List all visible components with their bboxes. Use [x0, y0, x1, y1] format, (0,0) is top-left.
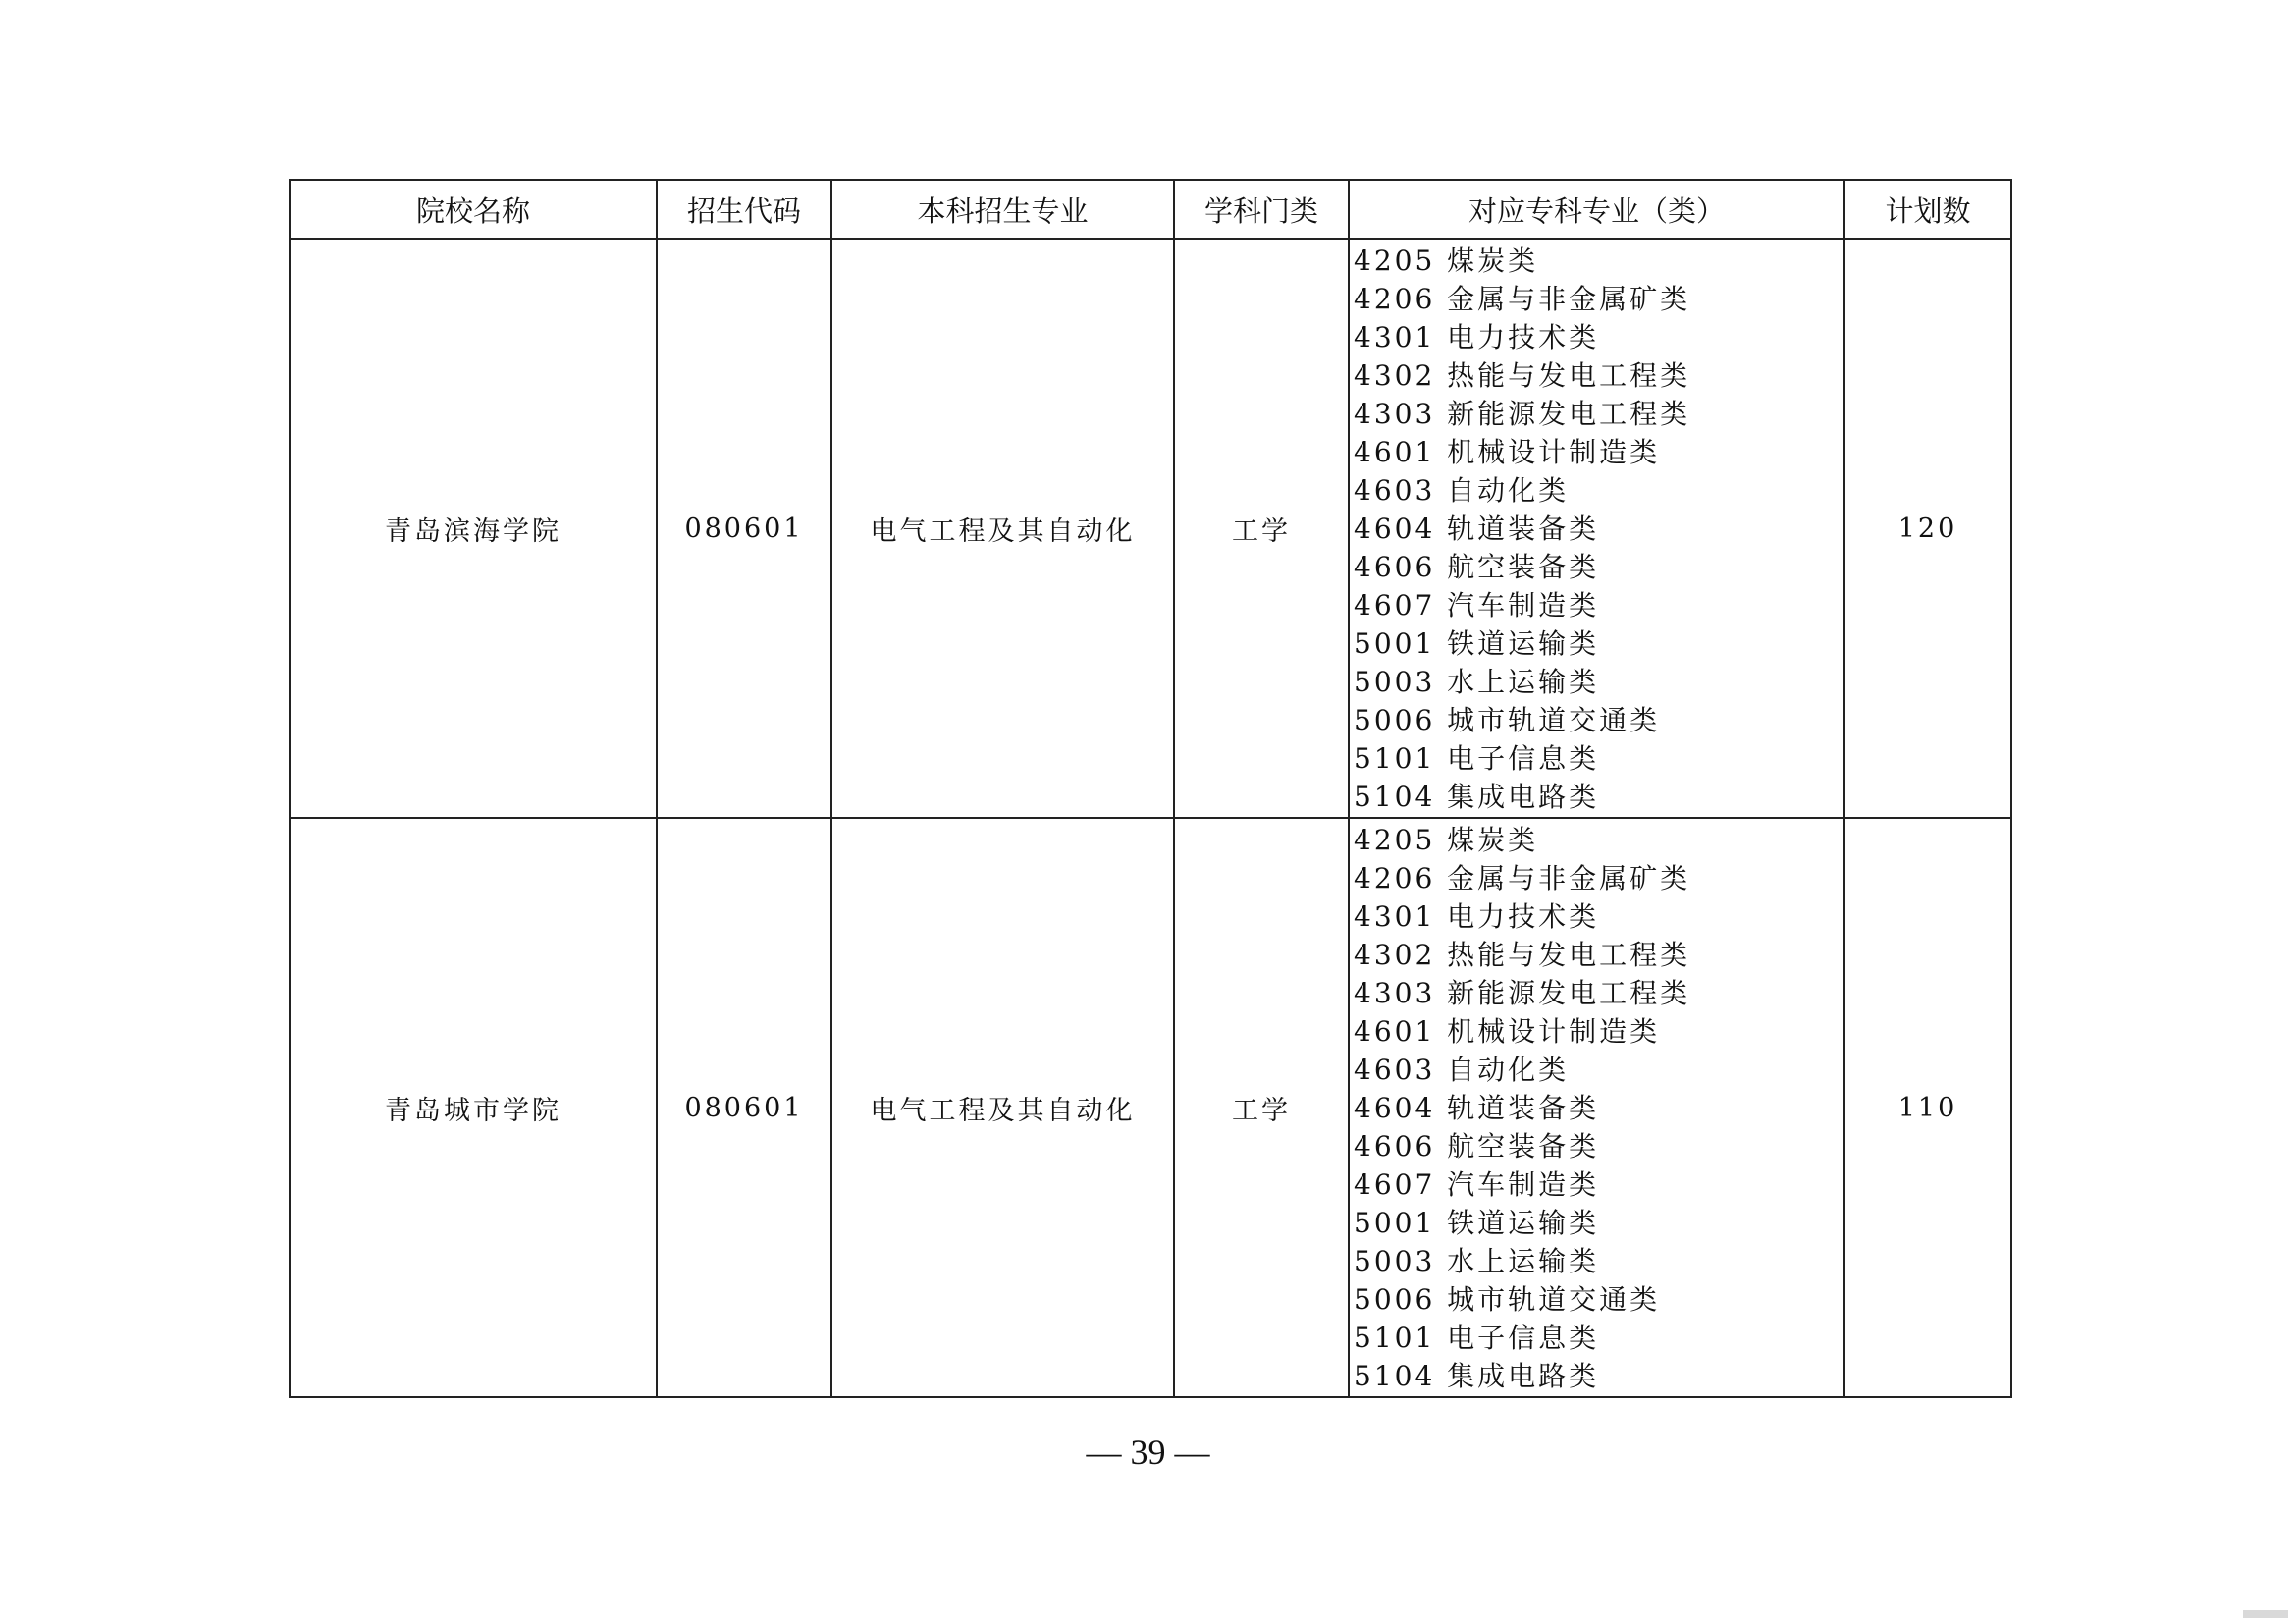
related-major-item: 4603 自动化类 — [1354, 1054, 1570, 1086]
related-majors-cell — [1349, 818, 1844, 1397]
related-major-item: 4301 电力技术类 — [1354, 900, 1600, 933]
table-header-row — [290, 180, 2011, 239]
table-row — [290, 239, 2011, 818]
related-major-item: 5001 铁道运输类 — [1354, 627, 1600, 660]
plan-count-cell: 120 — [1844, 239, 2011, 818]
related-major-item: 4601 机械设计制造类 — [1354, 436, 1661, 468]
related-major-item: 4303 新能源发电工程类 — [1354, 398, 1691, 430]
watermark-mark — [2243, 1610, 2288, 1618]
header-related: 对应专科专业（类） — [1349, 180, 1844, 239]
related-major-item: 4607 汽车制造类 — [1354, 1168, 1600, 1201]
table-row — [290, 818, 2011, 1397]
related-major-item: 5003 水上运输类 — [1354, 666, 1600, 698]
related-major-item: 4206 金属与非金属矿类 — [1354, 862, 1691, 894]
header-plan: 计划数 — [1844, 180, 2011, 239]
related-major-item: 5006 城市轨道交通类 — [1354, 704, 1661, 736]
plan-count-cell: 110 — [1844, 818, 2011, 1397]
related-major-item: 4601 机械设计制造类 — [1354, 1015, 1661, 1048]
school-cell: 青岛滨海学院 — [290, 239, 657, 818]
related-major-item: 4606 航空装备类 — [1354, 551, 1600, 583]
related-major-item: 5003 水上运输类 — [1354, 1245, 1600, 1277]
header-major: 本科招生专业 — [831, 180, 1174, 239]
school-cell: 青岛城市学院 — [290, 818, 657, 1397]
related-major-item: 4205 煤炭类 — [1354, 244, 1539, 277]
related-major-item: 4607 汽车制造类 — [1354, 589, 1600, 622]
related-major-item: 4606 航空装备类 — [1354, 1130, 1600, 1163]
related-major-item: 4302 热能与发电工程类 — [1354, 939, 1691, 971]
related-major-item: 5104 集成电路类 — [1354, 1360, 1600, 1392]
related-major-item: 4205 煤炭类 — [1354, 824, 1539, 856]
related-major-item: 5104 集成电路类 — [1354, 781, 1600, 813]
related-major-item: 4303 新能源发电工程类 — [1354, 977, 1691, 1009]
related-majors-cell — [1349, 239, 1844, 818]
code-cell: 080601 — [657, 239, 831, 818]
enrollment-plan-table — [289, 179, 2012, 1398]
related-major-item: 5101 电子信息类 — [1354, 1322, 1600, 1354]
related-major-item: 4302 热能与发电工程类 — [1354, 359, 1691, 392]
related-major-item: 4604 轨道装备类 — [1354, 513, 1600, 545]
related-major-item: 4301 电力技术类 — [1354, 321, 1600, 353]
related-major-item: 4603 自动化类 — [1354, 474, 1570, 507]
related-major-item: 5101 电子信息类 — [1354, 742, 1600, 775]
related-major-item: 5006 城市轨道交通类 — [1354, 1283, 1661, 1316]
major-cell: 电气工程及其自动化 — [831, 239, 1174, 818]
code-cell: 080601 — [657, 818, 831, 1397]
major-cell: 电气工程及其自动化 — [831, 818, 1174, 1397]
header-code: 招生代码 — [657, 180, 831, 239]
related-major-item: 5001 铁道运输类 — [1354, 1207, 1600, 1239]
header-school: 院校名称 — [290, 180, 657, 239]
page-number: — 39 — — [1086, 1433, 1210, 1472]
category-cell: 工学 — [1174, 239, 1349, 818]
related-major-item: 4206 金属与非金属矿类 — [1354, 283, 1691, 315]
related-major-item: 4604 轨道装备类 — [1354, 1092, 1600, 1124]
category-cell: 工学 — [1174, 818, 1349, 1397]
header-category: 学科门类 — [1174, 180, 1349, 239]
